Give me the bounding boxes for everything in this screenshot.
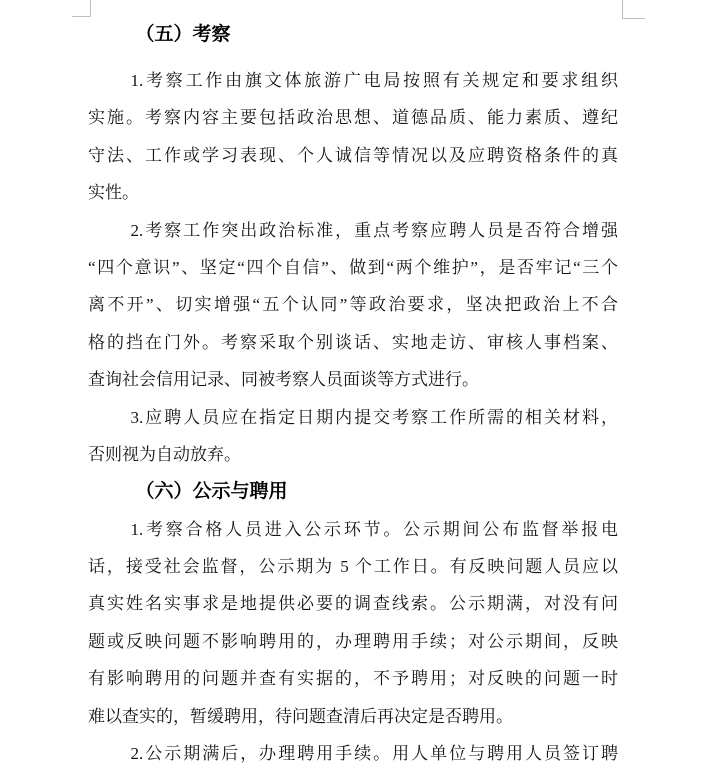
text-line: 格的挡在门外。考察采取个别谈话、实地走访、审核人事档案、 xyxy=(88,332,618,352)
paragraph xyxy=(88,62,618,212)
text-line: 查询社会信用记录、同被考察人员面谈等方式进行。 xyxy=(88,370,479,390)
text-line: 实施。考察内容主要包括政治思想、道德品质、能力素质、遵纪 xyxy=(88,108,618,128)
text-line: 离不开”、切实增强“五个认同”等政治要求，坚决把政治上不合 xyxy=(88,295,618,315)
text-line: 1.考察合格人员进入公示环节。公示期间公布监督举报电 xyxy=(130,519,618,539)
text-line: 真实姓名实事求是地提供必要的调查线索。公示期满，对没有问 xyxy=(88,594,618,614)
text-line: 2.考察工作突出政治标准，重点考察应聘人员是否符合增强 xyxy=(130,220,618,240)
text-line: “四个意识”、坚定“四个自信”、做到“两个维护”，是否牢记“三个 xyxy=(88,257,618,277)
paragraph xyxy=(88,399,618,474)
margin-crop-mark-top-right xyxy=(622,0,645,19)
text-line: 守法、工作或学习表现、个人诚信等情况以及应聘资格条件的真 xyxy=(88,145,618,165)
section-heading: （六）公示与聘用 xyxy=(135,481,288,503)
text-line: 否则视为自动放弃。 xyxy=(88,444,241,464)
document-body xyxy=(88,8,618,767)
paragraph xyxy=(88,735,618,767)
section-heading: （五）考察 xyxy=(135,24,231,45)
text-line: 题或反映问题不影响聘用的，办理聘用手续；对公示期间，反映 xyxy=(88,631,618,651)
paragraph xyxy=(88,511,618,735)
text-line: 2.公示期满后，办理聘用手续。用人单位与聘用人员签订聘 xyxy=(130,744,618,764)
text-line: 3.应聘人员应在指定日期内提交考察工作所需的相关材料， xyxy=(130,407,618,427)
text-line: 难以查实的，暂缓聘用，待问题查清后再决定是否聘用。 xyxy=(88,706,513,726)
text-line: 话，接受社会监督，公示期为 5 个工作日。有反映问题人员应以 xyxy=(88,557,618,577)
paragraph xyxy=(88,212,618,399)
text-line: 实性。 xyxy=(88,183,139,203)
text-line: 有影响聘用的问题并查有实据的，不予聘用；对反映的问题一时 xyxy=(88,669,618,689)
text-line: 1.考察工作由旗文体旅游广电局按照有关规定和要求组织 xyxy=(130,71,618,90)
